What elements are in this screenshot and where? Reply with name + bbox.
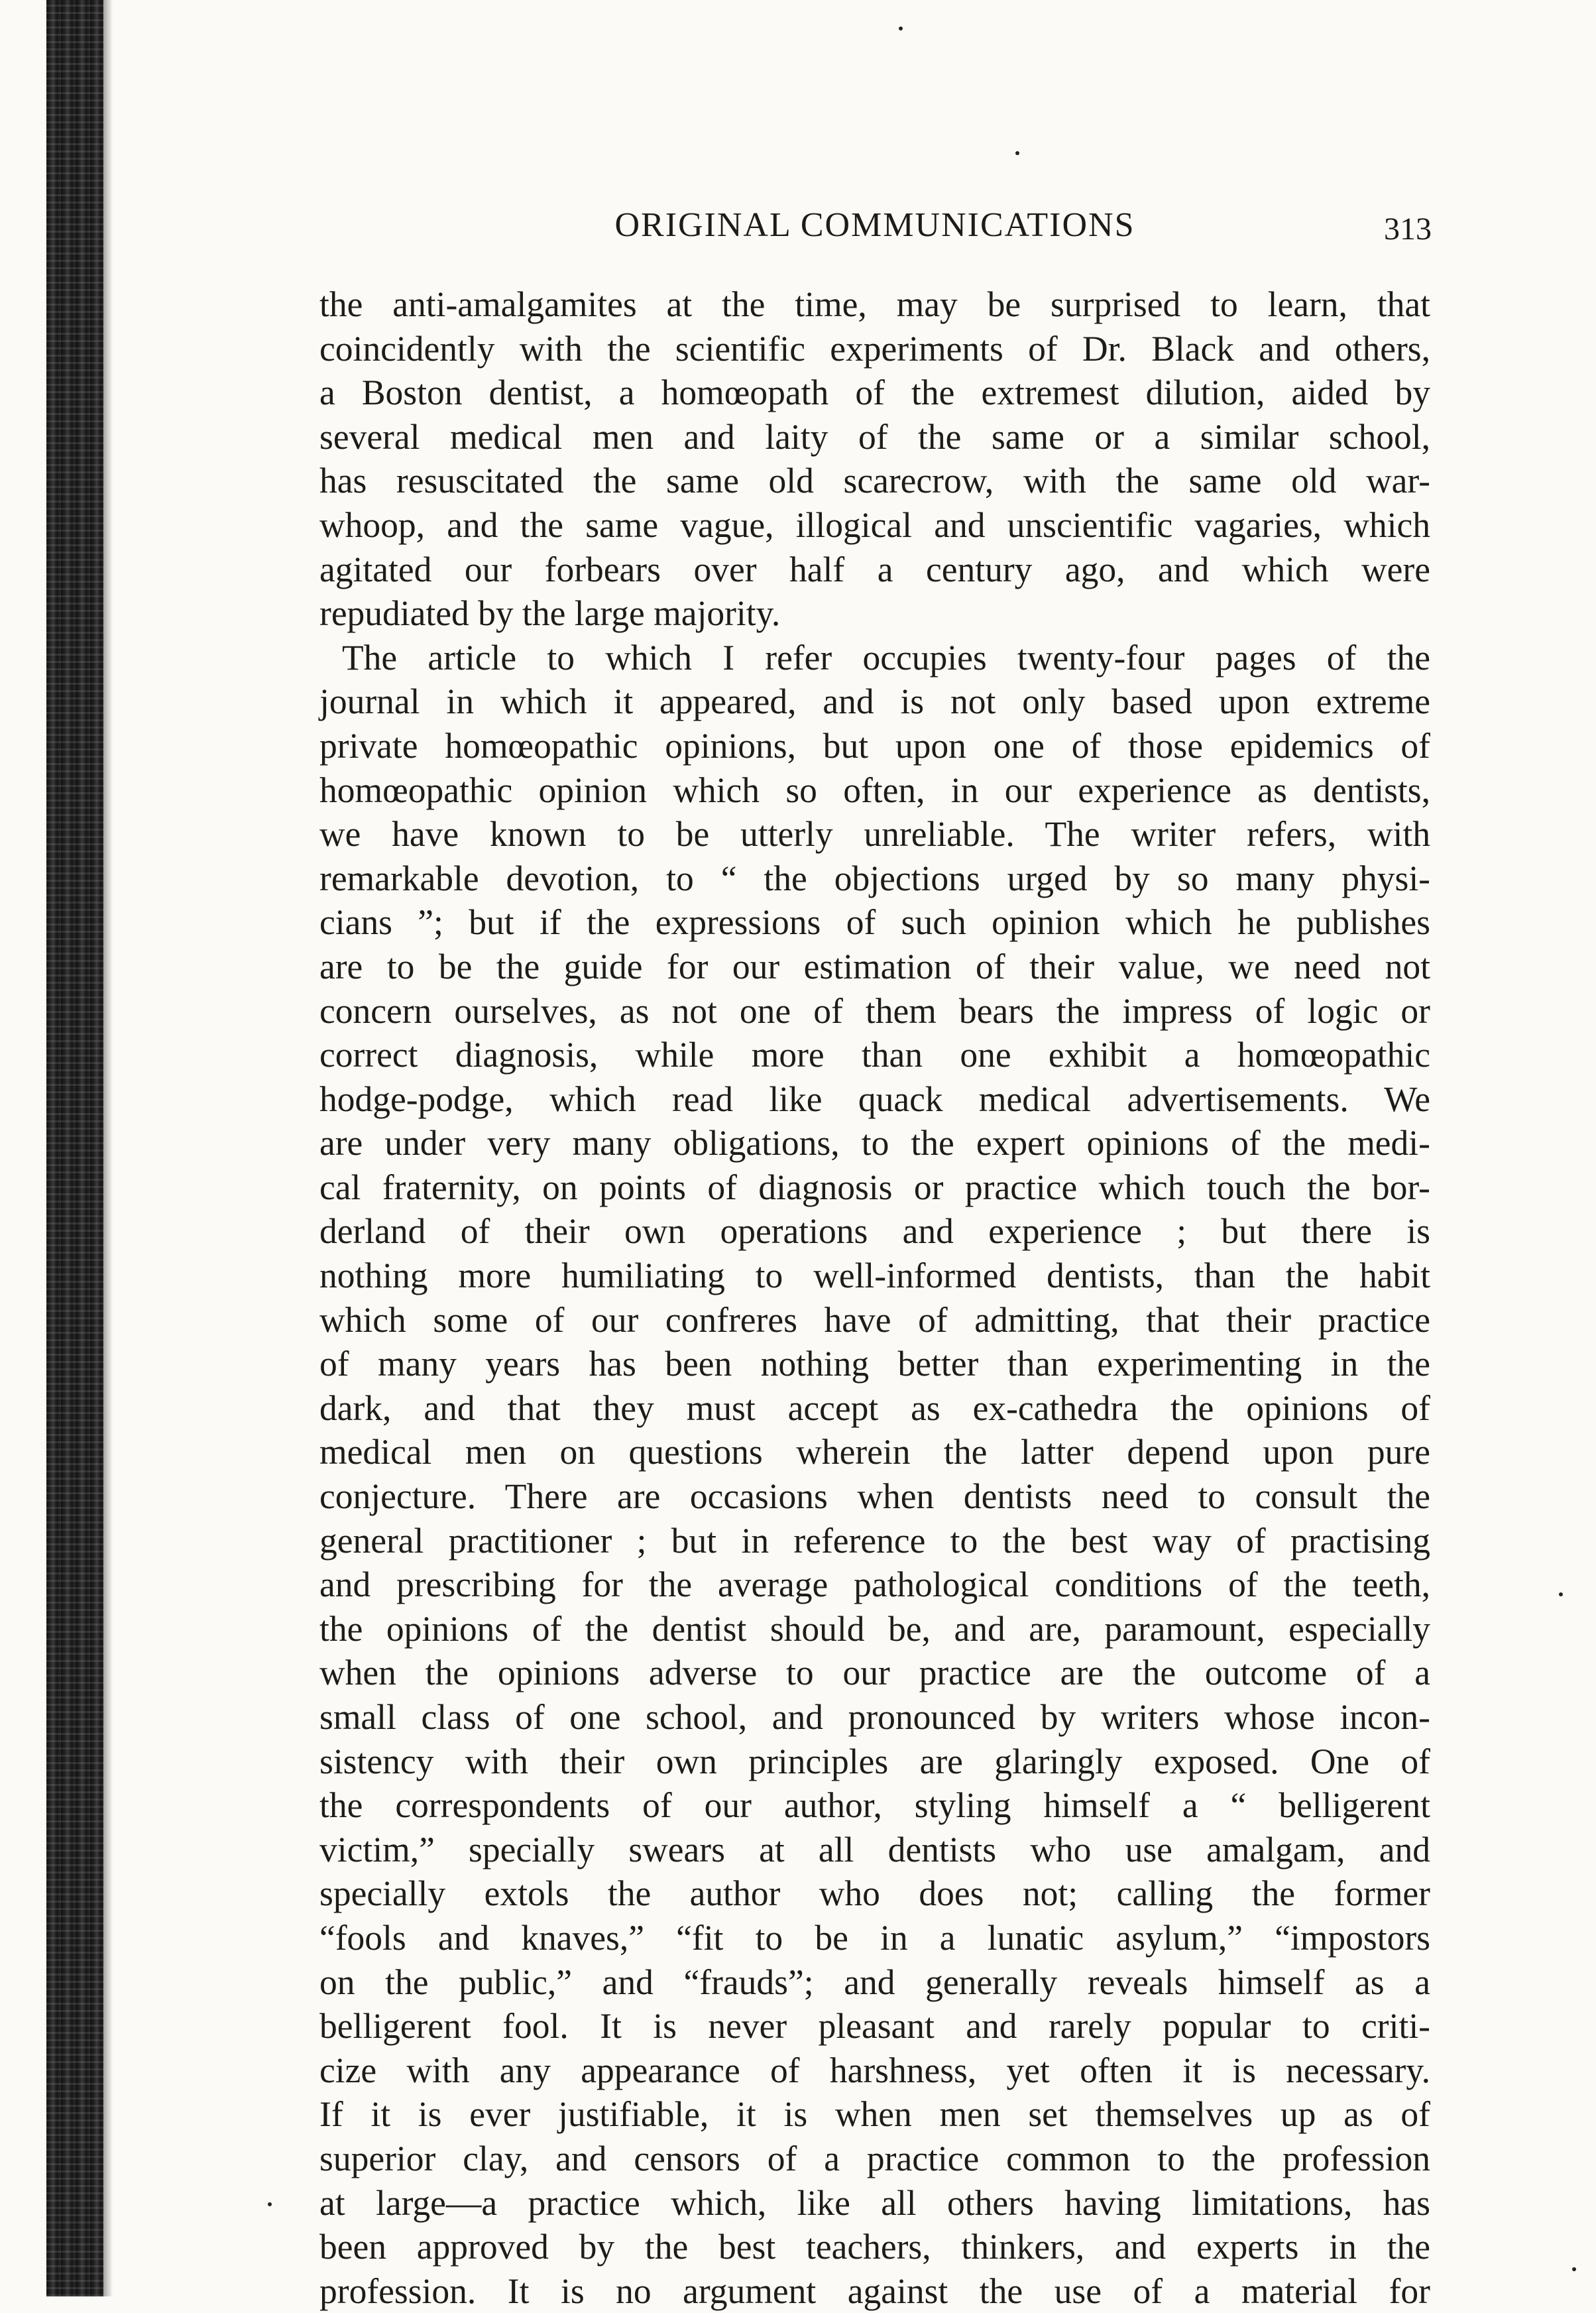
book-binding-edge <box>46 0 103 2296</box>
text-line: journal in which it appeared, and is not only based upon extreme <box>319 682 1430 722</box>
text-line: dark, and that they must accept as ex-cathedra the opinions of <box>319 1388 1430 1428</box>
text-line: the anti-amalgamites at the time, may be surprised to learn, that <box>319 284 1430 324</box>
text-line: on the public,” and “frauds”; and generally reveals himself as a <box>319 1962 1430 2002</box>
scan-speck <box>1015 151 1019 155</box>
text-line: The article to which I refer occupies twenty-four pages of the <box>342 637 1430 678</box>
text-line: a Boston dentist, a homœopath of the extremest dilution, aided by <box>319 373 1430 413</box>
text-line: hodge-podge, which read like quack medical advertisements. We <box>319 1079 1430 1119</box>
text-line: at large—a practice which, like all others having limitations, has <box>319 2182 1430 2223</box>
text-line: has resuscitated the same old scarecrow, with the same old war- <box>319 461 1430 501</box>
text-line: concern ourselves, as not one of them bears the impress of logic or <box>319 990 1430 1031</box>
running-head-title: ORIGINAL COMMUNICATIONS <box>614 206 1135 244</box>
text-line: “fools and knaves,” “fit to be in a lunatic asylum,” “impostors <box>319 1917 1430 1958</box>
text-line: which some of our confreres have of admitting, that their practice <box>319 1299 1430 1340</box>
scan-speck <box>899 27 903 30</box>
text-line: profession. It is no argument against the use of a material for <box>319 2271 1430 2311</box>
body-text <box>319 282 1430 2313</box>
text-line: general practitioner ; but in reference to the best way of practising <box>319 1520 1430 1561</box>
text-line: remarkable devotion, to “ the objections urged by so many physi- <box>319 858 1430 898</box>
text-line: superior clay, and censors of a practice common to the profession <box>319 2138 1430 2178</box>
text-line: and prescribing for the average pathological conditions of the teeth, <box>319 1565 1430 1605</box>
text-line: whoop, and the same vague, illogical and unscientific vagaries, which <box>319 504 1430 545</box>
text-line: victim,” specially swears at all dentists who use amalgam, and <box>319 1829 1430 1869</box>
text-line: are to be the guide for our estimation of their value, we need not <box>319 946 1430 986</box>
text-line: derland of their own operations and experience ; but there is <box>319 1211 1430 1252</box>
text-line: sistency with their own principles are glaringly exposed. One of <box>319 1741 1430 1781</box>
text-line: specially extols the author who does not; calling the former <box>319 1873 1430 1914</box>
text-line: If it is ever justifiable, it is when men set themselves up as of <box>319 2094 1430 2135</box>
binding-shadow <box>103 0 113 2296</box>
text-line: correct diagnosis, while more than one exhibit a homœopathic <box>319 1035 1430 1075</box>
text-line: agitated our forbears over half a century ago, and which were <box>319 549 1430 589</box>
text-line: of many years has been nothing better than experimenting in the <box>319 1344 1430 1384</box>
text-line: belligerent fool. It is never pleasant and rarely popular to criti- <box>319 2006 1430 2046</box>
text-line: medical men on questions wherein the latter depend upon pure <box>319 1432 1430 1472</box>
text-line: been approved by the best teachers, thinkers, and experts in the <box>319 2227 1430 2267</box>
text-line: we have known to be utterly unreliable. The writer refers, with <box>319 814 1430 855</box>
scan-speck <box>1559 1592 1563 1596</box>
text-line: repudiated by the large majority. <box>319 593 781 634</box>
text-line: cal fraternity, on points of diagnosis or practice which touch the bor- <box>319 1167 1430 1207</box>
text-line: conjecture. There are occasions when dentists need to consult the <box>319 1476 1430 1517</box>
text-line: homœopathic opinion which so often, in our experience as dentists, <box>319 770 1430 810</box>
text-line: private homœopathic opinions, but upon one of those epidemics of <box>319 725 1430 766</box>
text-line: nothing more humiliating to well-informed dentists, than the habit <box>319 1256 1430 1296</box>
text-line: are under very many obligations, to the expert opinions of the medi- <box>319 1123 1430 1163</box>
text-line: when the opinions adverse to our practice are the outcome of a <box>319 1653 1430 1693</box>
text-line: coincidently with the scientific experiments of Dr. Black and others, <box>319 328 1430 369</box>
scan-speck <box>1572 2267 1576 2271</box>
scan-speck <box>268 2202 272 2206</box>
text-line: the correspondents of our author, styling himself a “ belligerent <box>319 1785 1430 1826</box>
text-line: cians ”; but if the expressions of such opinion which he publishes <box>319 902 1430 943</box>
page-number: 313 <box>1384 211 1432 247</box>
text-line: the opinions of the dentist should be, and are, paramount, especially <box>319 1608 1430 1649</box>
text-line: several medical men and laity of the same or a similar school, <box>319 416 1430 457</box>
text-line: small class of one school, and pronounced by writers whose incon- <box>319 1697 1430 1737</box>
running-head <box>318 199 1432 252</box>
text-line: cize with any appearance of harshness, yet often it is necessary. <box>319 2050 1430 2090</box>
